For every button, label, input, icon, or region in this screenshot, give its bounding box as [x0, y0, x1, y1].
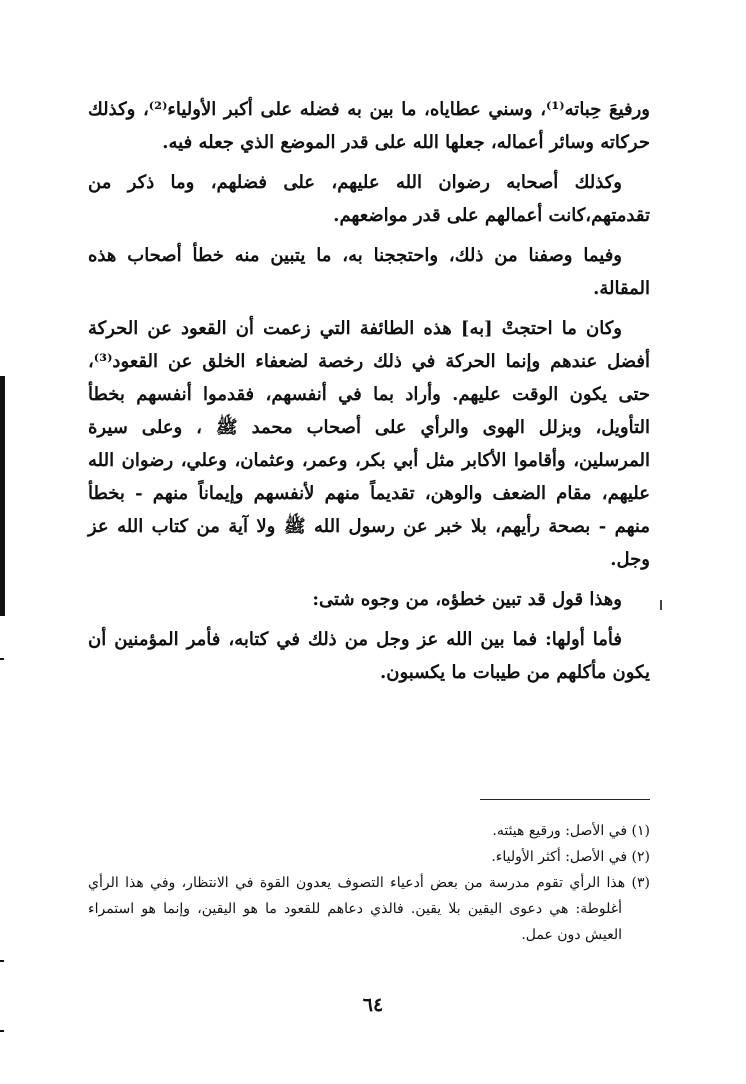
footnote: (١) في الأصل: ورقيع هيئته.: [492, 823, 650, 839]
footnote: (٢) في الأصل: أكثر الأولياء.: [491, 849, 650, 865]
scan-edge-dash: [0, 1030, 4, 1032]
scan-edge-dash: [0, 658, 4, 660]
paragraph: فأما أولها: فما بين الله عز وجل من ذلك في كتابه، فأمر المؤمنين أن يكون مأكلهم من طيبات ما يكسبون.: [88, 629, 650, 683]
paragraph: وفيما وصفنا من ذلك، واحتججنا به، ما يتبين منه خطأ أصحاب هذه المقالة.: [88, 245, 650, 299]
body-text: [88, 93, 650, 689]
paragraph: وكذلك أصحابه رضوان الله عليهم، على فضلهم، وما ذكر من تقدمتهم،كانت أعمالهم على قدر مواضعهم.: [88, 172, 650, 226]
paragraph: وهذا قول قد تبين خطؤه، من وجوه شتى:: [312, 589, 622, 610]
footnote-separator: [480, 799, 650, 800]
scan-edge-dash: [0, 960, 4, 962]
footnotes: [88, 818, 650, 948]
scan-mark: [660, 600, 662, 610]
page-number: ٦٤: [362, 994, 384, 1016]
paragraph: وكان ما احتجتْ [به] هذه الطائفة التي زعمت أن القعود عن الحركة أفضل عندهم وإنما الحركة في ذلك رخصة لضعفاء الخلق عن القعود⁽³⁾، حتى يكون الوقت عليهم. وأراد بما في أنفسهم، فقدموا أنفسهم بخطأ التأويل، وبزلل الهوى والرأي على أصحاب محمد ﷺ ، وعلى سيرة المرسلين، وأقاموا الأكابر مثل أبي بكر، وعمر، وعثمان، وعلي، رضوان الله عليهم، مقام الضعف والوهن، تقديماً منهم لأنفسهم وإيماناً منهم - بخطأ منهم - بصحة رأيهم، بلا خبر عن رسول الله ﷺ ولا آية من كتاب الله عز وجل.: [88, 318, 650, 570]
scan-edge-bar: [0, 376, 5, 616]
paragraph: ورفيعَ حِباته⁽¹⁾، وسني عطاياه، ما بين به فضله على أكبر الأولياء⁽²⁾، وكذلك حركاته وسائر أعماله، جعلها الله على قدر الموضع الذي جعله فيه.: [88, 99, 650, 153]
footnote: (٣) هذا الرأي تقوم مدرسة من بعض أدعياء التصوف يعدون القوة في الانتظار، وفي هذا الرأي أغلوطة: هي دعوى اليقين بلا يقين. فالذي دعاهم للقعود ما هو اليقين، وإنما هو استمراء العيش دون عمل.: [88, 875, 650, 943]
